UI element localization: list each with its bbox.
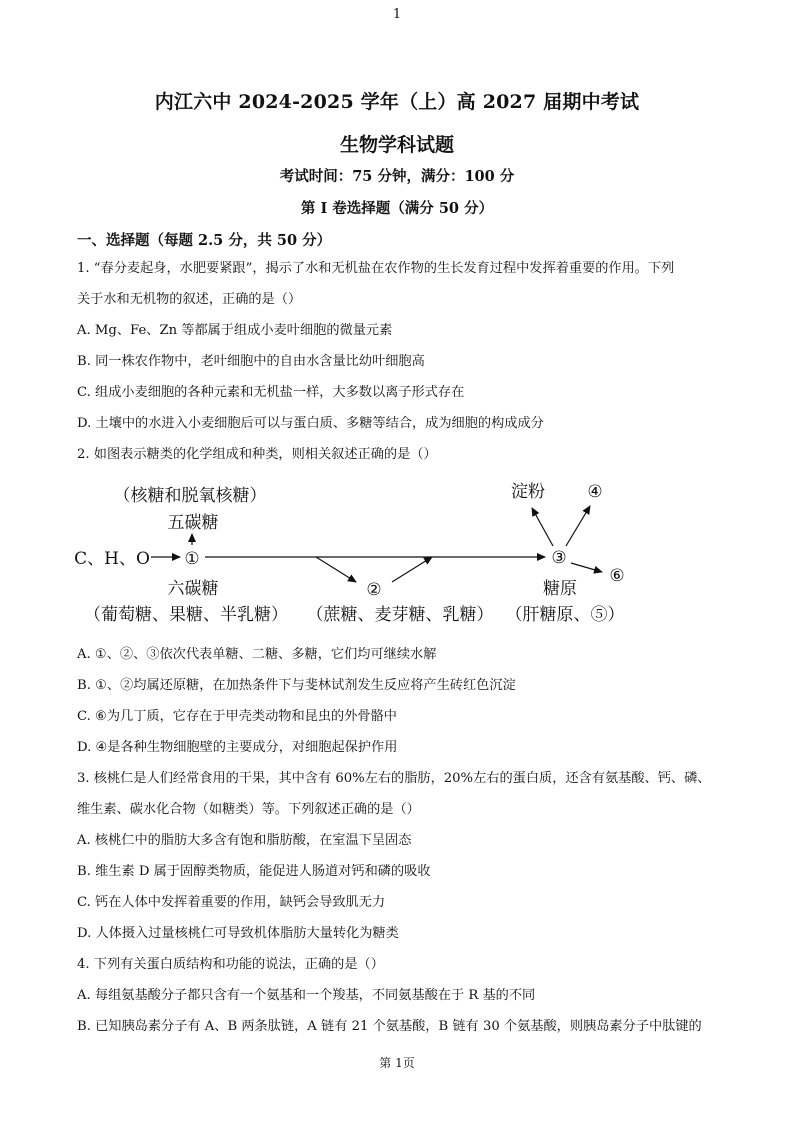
q3-option-d: D. 人体摄入过量核桃仁可导致机体脂肪大量转化为糖类: [77, 926, 399, 941]
arrow-3-to-starch: [532, 508, 553, 546]
node-2: ②: [366, 580, 382, 600]
q4-option-a: A. 每组氨基酸分子都只含有一个氨基和一个羧基，不同氨基酸在于 R 基的不同: [77, 988, 536, 1003]
exam-info: 考试时间：75 分钟，满分：100 分: [279, 168, 515, 185]
starch-label: 淀粉: [511, 482, 545, 502]
q1-stem-line-1: 1. “春分麦起身，水肥要紧跟”，揭示了水和无机盐在农作物的生长发育过程中发挥着重要的作用。下列: [77, 261, 675, 276]
q1-option-a: A. Mg、Fe、Zn 等都属于组成小麦叶细胞的微量元素: [77, 323, 393, 338]
pentose-examples-label: （核糖和脱氧核糖）: [113, 486, 267, 506]
q2-stem: 2. 如图表示糖类的化学组成和种类，则相关叙述正确的是（）: [77, 447, 437, 462]
volume-title: 第 I 卷选择题（满分 50 分）: [300, 200, 494, 217]
arrow-3-to-6: [571, 563, 602, 572]
q1-option-c: C. 组成小麦细胞的各种元素和无机盐一样，大多数以离子形式存在: [77, 385, 465, 400]
section-title: 一、选择题（每题 2.5 分，共 50 分）: [77, 232, 332, 249]
q4-option-b: B. 已知胰岛素分子有 A、B 两条肽链，A 链有 21 个氨基酸，B 链有 30 个氨基酸，则胰岛素分子中肽键的: [77, 1019, 702, 1034]
q1-option-b: B. 同一株农作物中，老叶细胞中的自由水含量比幼叶细胞高: [77, 354, 425, 369]
node-3: ③: [551, 548, 567, 568]
q3-stem-line-1: 3. 核桃仁是人们经常食用的干果，其中含有 60%左右的脂肪，20%左右的蛋白质，还含有氨基酸、钙、磷、: [77, 771, 711, 786]
node-6: ⑥: [609, 566, 625, 586]
q2-option-b: B. ①、②均属还原糖，在加热条件下与斐林试剂发生反应将产生砖红色沉淀: [77, 678, 516, 693]
q3-option-c: C. 钙在人体中发挥着重要的作用，缺钙会导致肌无力: [77, 895, 386, 910]
q3-stem-line-2: 维生素、碳水化合物（如糖类）等。下列叙述正确的是（）: [77, 802, 420, 817]
q4-stem: 4. 下列有关蛋白质结构和功能的说法，正确的是（）: [77, 957, 384, 972]
node-4: ④: [587, 482, 603, 502]
q2-option-d: D. ④是各种生物细胞壁的主要成分，对细胞起保护作用: [77, 740, 398, 755]
arrow-from-2: [392, 557, 432, 582]
hexose-examples-label: （葡萄糖、果糖、半乳糖）: [84, 605, 288, 625]
glycogen-examples-label: （肝糖原、⑤）: [505, 605, 625, 625]
q1-option-d: D. 土壤中的水进入小麦细胞后可以与蛋白质、多糖等结合，成为细胞的构成成分: [77, 416, 544, 431]
arrow-to-2: [316, 557, 356, 582]
q2-option-a: A. ①、②、③依次代表单糖、二糖、多糖，它们均可继续水解: [77, 647, 437, 662]
arrow-3-to-4: [566, 506, 590, 546]
pentose-label: 五碳糖: [167, 513, 219, 533]
q1-stem-line-2: 关于水和无机物的叙述，正确的是（）: [77, 292, 302, 307]
node-1: ①: [184, 549, 200, 569]
hexose-label: 六碳糖: [167, 579, 219, 599]
q2-option-c: C. ⑥为几丁质，它存在于甲壳类动物和昆虫的外骨骼中: [77, 709, 397, 724]
q3-option-a: A. 核桃仁中的脂肪大多含有饱和脂肪酸，在室温下呈固态: [77, 833, 412, 848]
q3-option-b: B. 维生素 D 属于固醇类物质，能促进人肠道对钙和磷的吸收: [77, 864, 431, 879]
subject-title: 生物学科试题: [339, 134, 454, 156]
exam-title: 内江六中 2024-2025 学年（上）高 2027 届期中考试: [154, 91, 640, 113]
glycogen-label: 糖原: [543, 579, 577, 599]
disaccharide-examples-label: （蔗糖、麦芽糖、乳糖）: [306, 605, 494, 625]
elements-label: C、H、O: [74, 549, 150, 569]
page-top-number: 1: [392, 7, 402, 22]
page-footer: 第 1页: [379, 1056, 415, 1070]
sugar-classification-diagram: [0, 470, 794, 635]
